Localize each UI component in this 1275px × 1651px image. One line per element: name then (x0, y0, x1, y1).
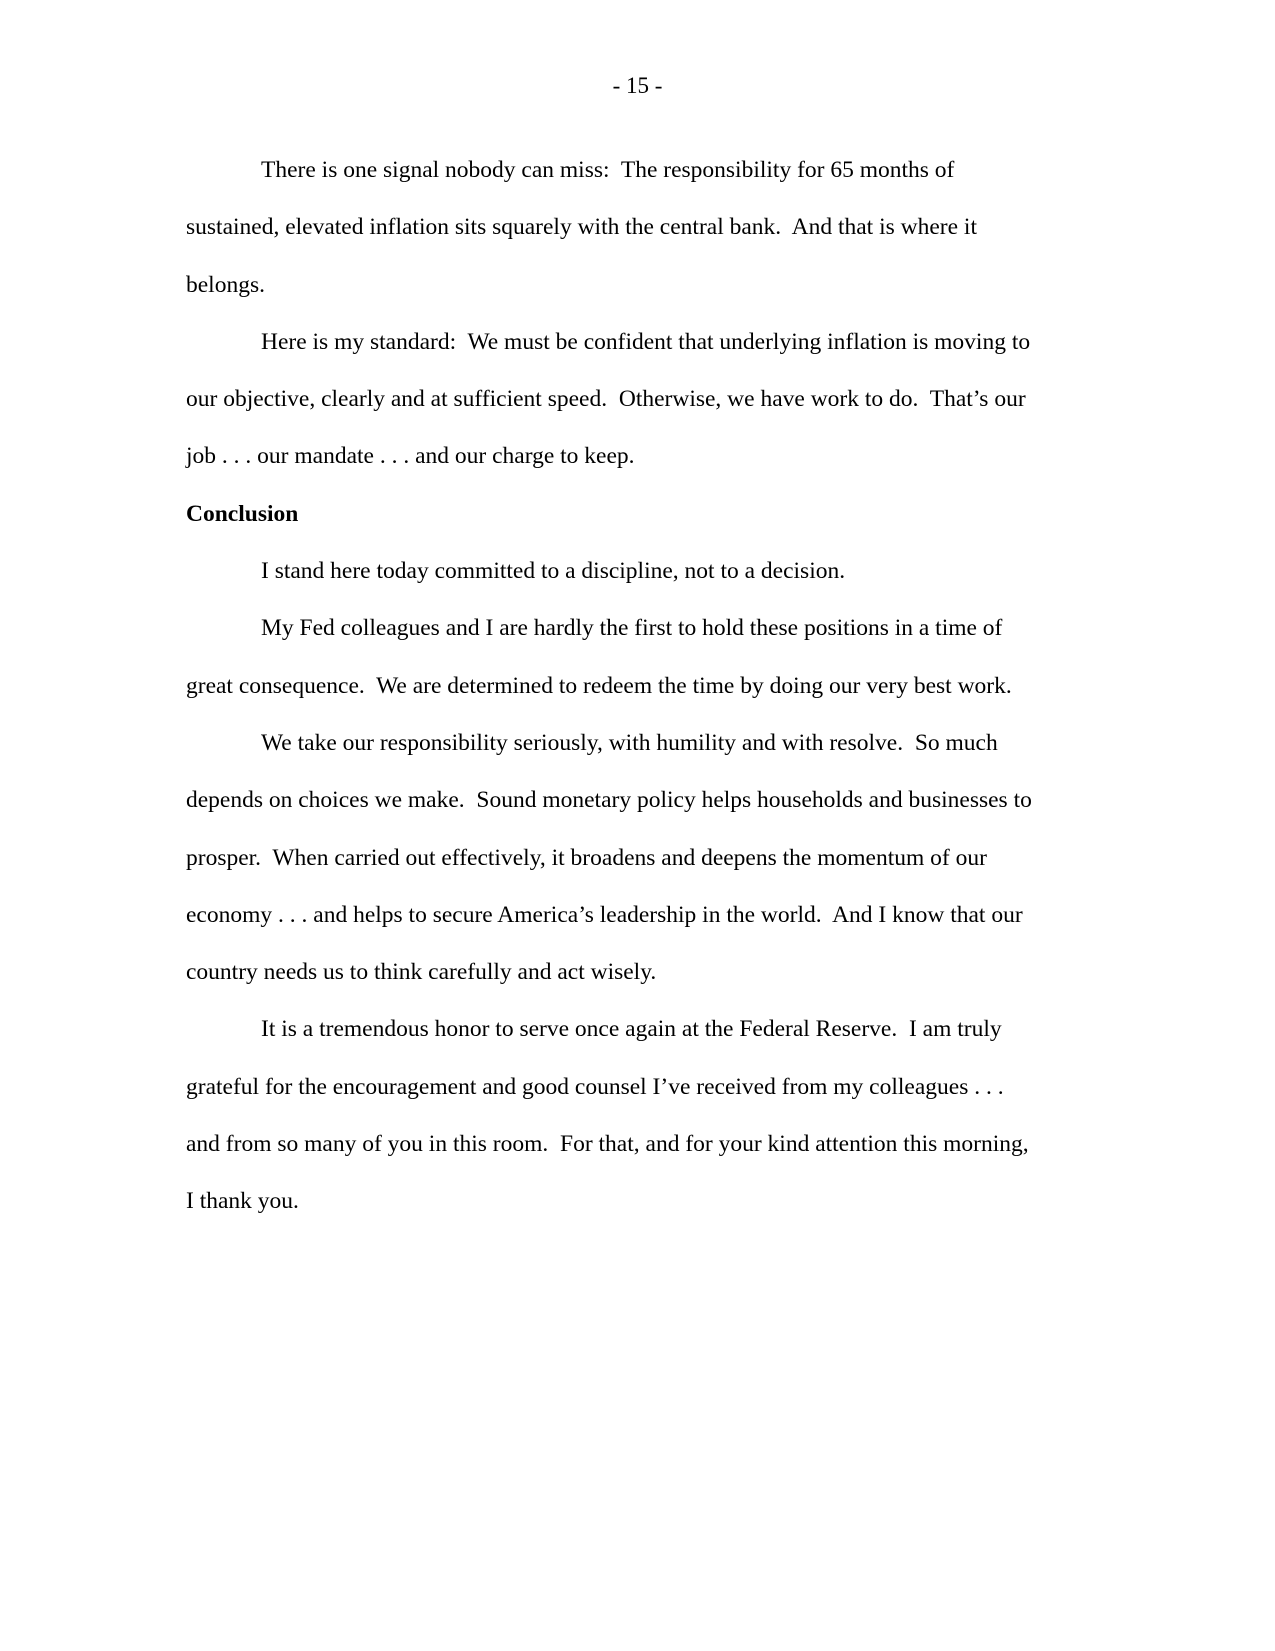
paragraph-line: I thank you. (186, 1188, 299, 1215)
paragraph (186, 600, 1086, 715)
document-body (186, 142, 1086, 1231)
paragraph-line: country needs us to think carefully and act wisely. (186, 959, 657, 986)
paragraph (186, 543, 1086, 600)
paragraph-line: My Fed colleagues and I are hardly the first to hold these positions in a time of (261, 615, 1003, 642)
paragraph-line: job . . . our mandate . . . and our charge to keep. (186, 443, 635, 470)
paragraph-line: our objective, clearly and at sufficient speed. Otherwise, we have work to do. That’s our (186, 386, 1026, 413)
paragraph-line: It is a tremendous honor to serve once again at the Federal Reserve. I am truly (261, 1016, 1002, 1043)
paragraph-line: grateful for the encouragement and good counsel I’ve received from my colleagues . . . (186, 1073, 1004, 1100)
page-number: - 15 - (612, 73, 663, 98)
paragraph-line: and from so many of you in this room. For that, and for your kind attention this morning, (186, 1131, 1029, 1158)
heading-text: Conclusion (186, 500, 299, 527)
paragraph (186, 314, 1086, 486)
paragraph-line: belongs. (186, 271, 265, 298)
paragraph-line: sustained, elevated inflation sits squarely with the central bank. And that is where it (186, 214, 977, 241)
paragraph-line: great consequence. We are determined to redeem the time by doing our very best work. (186, 672, 1012, 699)
paragraph (186, 1001, 1086, 1230)
paragraph-line: I stand here today committed to a discipline, not to a decision. (261, 558, 846, 585)
paragraph-line: prosper. When carried out effectively, it broadens and deepens the momentum of our (186, 844, 987, 871)
paragraph-line: depends on choices we make. Sound monetary policy helps households and businesses to (186, 787, 1032, 814)
section-heading (186, 486, 1086, 543)
paragraph-line: Here is my standard: We must be confident that underlying inflation is moving to (261, 328, 1031, 355)
paragraph-line: We take our responsibility seriously, with humility and with resolve. So much (261, 729, 998, 756)
paragraph (186, 715, 1086, 1001)
paragraph-line: economy . . . and helps to secure America’s leadership in the world. And I know that our (186, 901, 1023, 928)
paragraph-line: There is one signal nobody can miss: The responsibility for 65 months of (261, 157, 955, 183)
paragraph (186, 142, 1086, 314)
